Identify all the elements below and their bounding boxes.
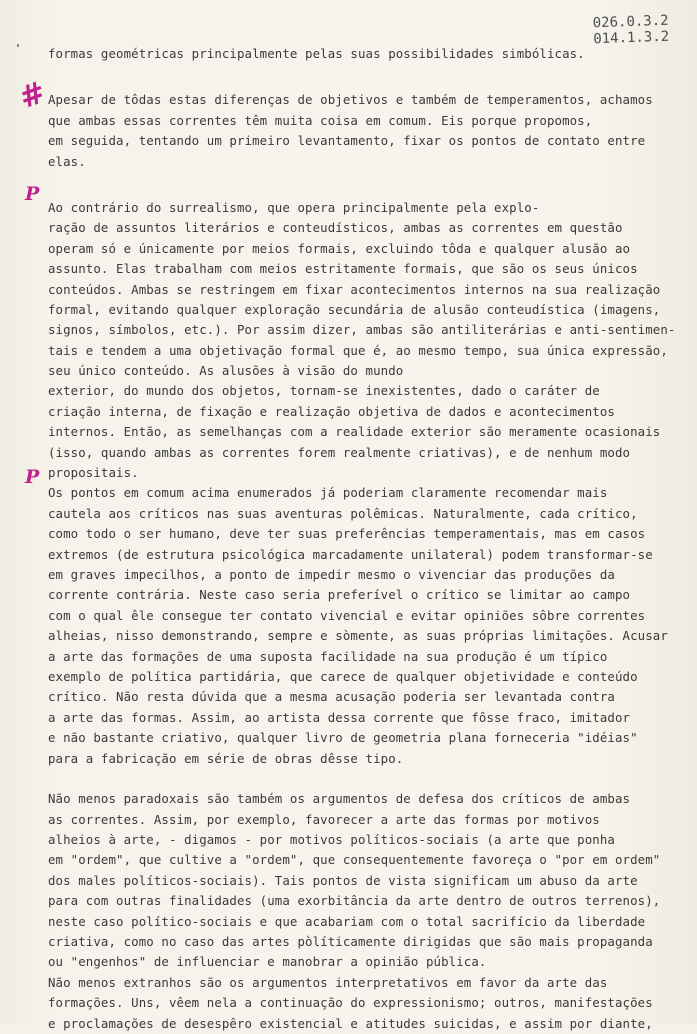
text-line: formal, evitando qualquer exploração secundária de alusão conteudística (imagens, <box>48 301 661 317</box>
text-line: Não menos extranhos são os argumentos interpretativos em favor da arte das <box>48 974 608 990</box>
text-line: Os pontos em comum acima enumerados já poderiam claramente recomendar mais <box>48 485 608 501</box>
margin-mark-p-2: P <box>25 466 40 488</box>
text-line: a arte das formas. Assim, ao artista dessa corrente que fôsse fraco, imitador <box>48 709 631 725</box>
paragraph-5 <box>48 789 676 1034</box>
text-line: conteúdos. Ambas se restringem em fixar acontecimentos internos na sua realização <box>48 281 661 297</box>
archive-reference <box>593 13 670 48</box>
text-line: que ambas essas correntes têm muita coisa em comum. Eis porque propomos, <box>48 112 593 128</box>
text-line: exemplo de política partidária, que carece de qualquer objetividade e conteúdo <box>48 668 638 684</box>
text-line: criação interna, de fixação e realização objetiva de dados e acontecimentos <box>48 403 615 419</box>
text-line: Apesar de tôdas estas diferenças de objetivos e também de temperamentos, achamos <box>48 92 653 108</box>
text-line: (isso, quando ambas as correntes forem realmente criativas), e de nenhum modo <box>48 444 631 460</box>
text-line: signos, símbolos, etc.). Por assim dizer, ambas são antiliterárias e anti-sentimen- <box>48 322 676 338</box>
text-line: propositais. <box>48 465 139 481</box>
text-line: em "ordem", que cultive a "ordem", que consequentemente favoreça o "por em ordem" <box>48 852 661 868</box>
text-line: Ao contrário do surrealismo, que opera principalmente pela explo- <box>48 199 540 215</box>
paragraph-3 <box>48 198 676 483</box>
text-line: em seguida, tentando um primeiro levantamento, fixar os pontos de contato entre <box>48 133 646 149</box>
text-line: neste caso político-sociais e que acabariam com o total sacrifício da liberdade <box>48 913 646 929</box>
text-line: e proclamações de desespêro existencial e atitudes suicidas, e assim por diante, <box>48 1015 653 1031</box>
text-line: seu único conteúdo. As alusões à visão do mundo <box>48 363 404 379</box>
text-line: ração de assuntos literários e conteudísticos, ambas as correntes em questão <box>48 220 623 236</box>
text-line: em graves impecilhos, a ponto de impedir mesmo o vivenciar das produções da <box>48 566 615 582</box>
text-line: alheios à arte, - digamos - por motivos políticos-sociais (a arte que ponha <box>48 832 615 848</box>
text-line: assunto. Elas trabalham com meios estritamente formais, que são os seus únicos <box>48 261 638 277</box>
text-line: criativa, como no caso das artes pòlíticamente dirigidas que são mais propaganda <box>48 934 653 950</box>
text-line: cautela aos críticos nas suas aventuras polêmicas. Naturalmente, cada crítico, <box>48 505 638 521</box>
text-line: formas geométricas principalmente pelas suas possibilidades simbólicas. <box>48 46 585 61</box>
text-line: para a fabricação em série de obras dêsse tipo. <box>48 750 404 766</box>
text-line: com o qual êle consegue ter contato vivencial e evitar opiniões sôbre correntes <box>48 607 646 623</box>
margin-mark-hash: # <box>14 74 51 117</box>
text-line: corrente contrária. Neste caso seria preferível o crítico se limitar ao campo <box>48 587 631 603</box>
text-line: alheias, nisso demonstrando, sempre e sòmente, as suas próprias limitações. Acusar <box>48 628 668 644</box>
margin-mark-p-1: P <box>25 183 40 205</box>
paragraph-1 <box>48 44 676 64</box>
text-line: operam só e únicamente por meios formais, excluindo tôda e qualquer alusão ao <box>48 240 631 256</box>
text-line: crítico. Não resta dúvida que a mesma acusação poderia ser levantada contra <box>48 689 615 705</box>
typed-text <box>48 44 676 1034</box>
archive-reference-line-2: 014.1.3.2 <box>593 28 670 48</box>
text-line: as correntes. Assim, por exemplo, favorecer a arte das formas por motivos <box>48 811 600 827</box>
text-line: a arte das formações de uma suposta facilidade na sua produção é um típico <box>48 648 608 664</box>
text-line: extremos (de estrutura psicológica marcadamente unilateral) podem transformar-se <box>48 546 653 562</box>
text-line: formações. Uns, vêem nela a continuação do expressionismo; outros, manifestações <box>48 995 653 1011</box>
text-line: e não bastante criativo, qualquer livro de geometria plana forneceria "idéias" <box>48 730 638 746</box>
text-line: ou "engenhos" de influenciar e manobrar a opinião pública. <box>48 954 487 970</box>
text-line: internos. Então, as semelhanças com a realidade exterior são meramente ocasionais <box>48 424 661 440</box>
text-line: dos males políticos-sociais). Tais pontos de vista significam um abuso da arte <box>48 872 638 888</box>
text-line: para com outras finalidades (uma exorbitância da arte dentro de outros terrenos), <box>48 893 661 909</box>
text-line: exterior, do mundo dos objetos, tornam-se inexistentes, dado o caráter de <box>48 383 600 399</box>
punch-mark <box>17 44 19 47</box>
paragraph-4 <box>48 483 676 768</box>
text-line: elas. <box>48 153 86 169</box>
paragraph-2 <box>48 90 676 172</box>
text-line: Não menos paradoxais são também os argumentos de defesa dos críticos de ambas <box>48 791 631 807</box>
text-line: tais e tendem a uma objetivação formal que é, ao mesmo tempo, sua única expressão, <box>48 342 668 358</box>
archive-reference-line-1: 026.0.3.2 <box>592 12 669 32</box>
text-line: como todo o ser humano, deve ter suas preferências temperamentais, mas em casos <box>48 526 646 542</box>
